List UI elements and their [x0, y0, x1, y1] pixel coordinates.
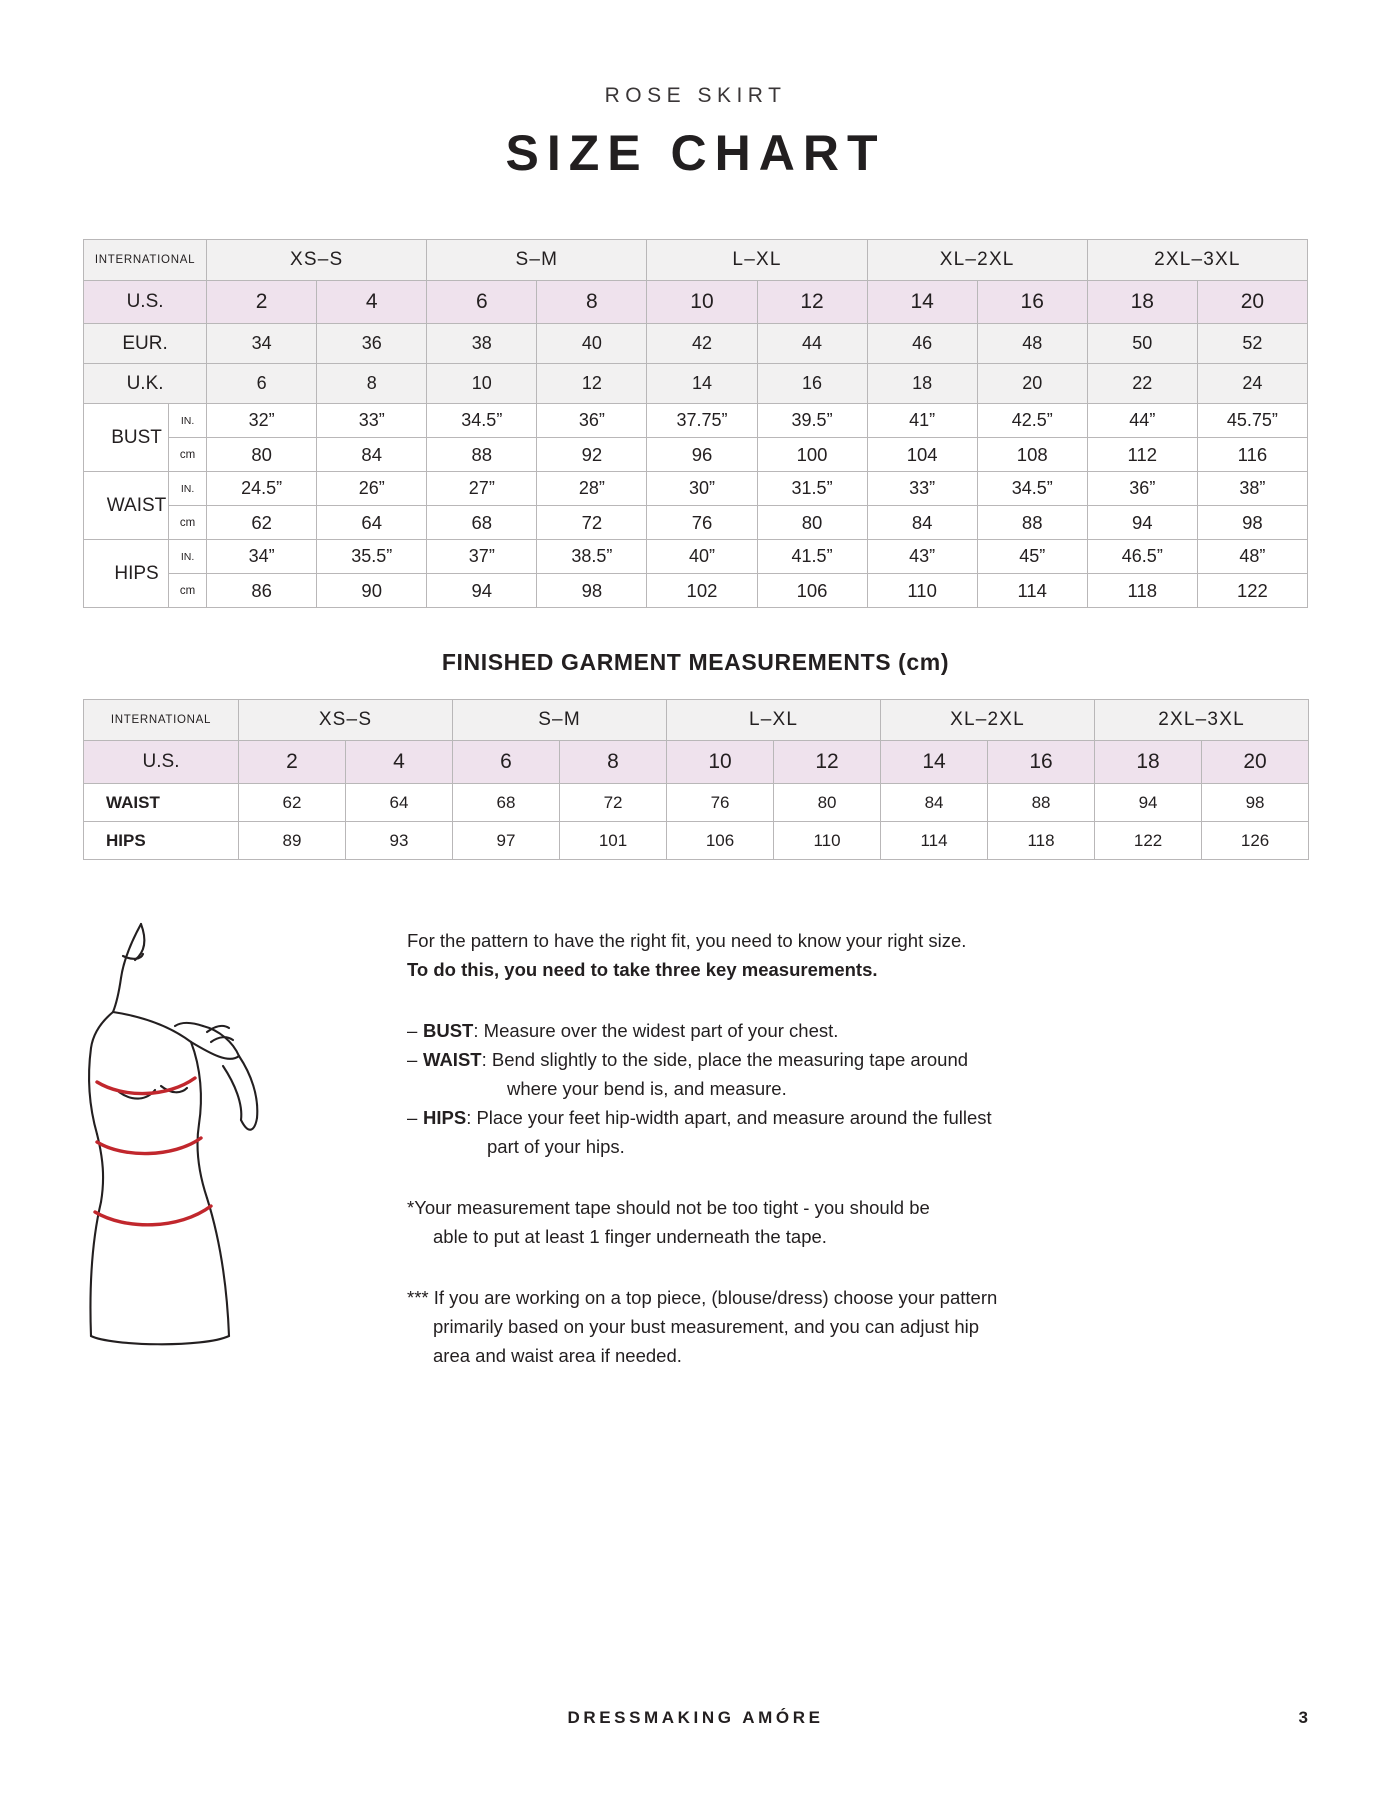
fgm-hips-8: 122 [1095, 822, 1202, 860]
waist-in-0: 24.5” [207, 472, 317, 506]
hips-in-9: 48” [1197, 540, 1307, 574]
bust-cm-0: 80 [207, 438, 317, 472]
fgm-waist-row [84, 784, 1309, 822]
us-size-5: 12 [757, 281, 867, 324]
fgm-us-label: U.S. [84, 741, 239, 784]
hips-in-2: 37” [427, 540, 537, 574]
us-size-2: 6 [427, 281, 537, 324]
fgm-hips-2: 97 [453, 822, 560, 860]
uk-size-3: 12 [537, 364, 647, 404]
hips-cm-row [84, 574, 1308, 608]
bust-in-9: 45.75” [1197, 404, 1307, 438]
fgm-waist-0: 62 [239, 784, 346, 822]
fgm-hips-row [84, 822, 1309, 860]
waist-cm-8: 94 [1087, 506, 1197, 540]
finished-garment-title: FINISHED GARMENT MEASUREMENTS (cm) [441, 649, 950, 675]
uk-size-4: 14 [647, 364, 757, 404]
fgm-us-size-3: 8 [560, 741, 667, 784]
fgm-size-group-4: 2XL–3XL [1095, 700, 1309, 741]
us-size-1: 4 [317, 281, 427, 324]
waist-cm-7: 88 [977, 506, 1087, 540]
eur-size-5: 44 [757, 324, 867, 364]
top-piece-note-line-2: primarily based on your bust measurement, and you can adjust hip [433, 1316, 980, 1337]
waist-cm-3: 72 [537, 506, 647, 540]
fgm-us-size-4: 10 [667, 741, 774, 784]
fgm-hips-3: 101 [560, 822, 667, 860]
bullet-hips [407, 1103, 1308, 1132]
fgm-us-size-row [84, 741, 1309, 784]
eur-size-4: 42 [647, 324, 757, 364]
hips-inches-row [84, 540, 1308, 574]
fgm-hips-7: 118 [988, 822, 1095, 860]
fgm-hips-0: 89 [239, 822, 346, 860]
hips-in-6: 43” [867, 540, 977, 574]
waist-cm-9: 98 [1197, 506, 1307, 540]
us-size-3: 8 [537, 281, 647, 324]
brand-name: DRESSMAKING AMÓRE [567, 1708, 824, 1727]
hips-cm-1: 90 [317, 574, 427, 608]
fgm-international-label: INTERNATIONAL [84, 700, 239, 741]
fgm-waist-8: 94 [1095, 784, 1202, 822]
uk-size-0: 6 [207, 364, 317, 404]
hips-in-5: 41.5” [757, 540, 867, 574]
fgm-us-size-0: 2 [239, 741, 346, 784]
waist-in-1: 26” [317, 472, 427, 506]
uk-label: U.K. [84, 364, 207, 404]
fgm-us-size-7: 16 [988, 741, 1095, 784]
eur-size-9: 52 [1197, 324, 1307, 364]
waist-in-5: 31.5” [757, 472, 867, 506]
international-header-row [84, 240, 1308, 281]
hips-tape-line [95, 1206, 211, 1225]
hips-in-0: 34” [207, 540, 317, 574]
hips-cm-0: 86 [207, 574, 317, 608]
fgm-hips-label: HIPS [84, 822, 239, 860]
size-group-0: XS–S [207, 240, 427, 281]
fgm-us-size-6: 14 [881, 741, 988, 784]
page-number: 3 [1298, 1708, 1308, 1727]
us-size-7: 16 [977, 281, 1087, 324]
hips-unit-inches: IN. [169, 540, 207, 574]
hips-in-4: 40” [647, 540, 757, 574]
fgm-size-group-0: XS–S [239, 700, 453, 741]
uk-size-6: 18 [867, 364, 977, 404]
fgm-waist-7: 88 [988, 784, 1095, 822]
bust-in-8: 44” [1087, 404, 1197, 438]
bullet-bust [407, 1016, 1308, 1045]
instructions-text [393, 912, 1308, 1370]
page-title: SIZE CHART [505, 125, 886, 181]
bullet-dash-icon: – [407, 1107, 418, 1128]
tape-note-line-2: able to put at least 1 finger underneath the tape. [433, 1226, 827, 1247]
fgm-us-size-2: 6 [453, 741, 560, 784]
size-chart-table [83, 239, 1308, 608]
bust-unit-inches: IN. [169, 404, 207, 438]
fgm-waist-3: 72 [560, 784, 667, 822]
waist-in-7: 34.5” [977, 472, 1087, 506]
bust-cm-row [84, 438, 1308, 472]
uk-size-7: 20 [977, 364, 1087, 404]
bust-in-4: 37.75” [647, 404, 757, 438]
bust-cm-2: 88 [427, 438, 537, 472]
fgm-hips-9: 126 [1202, 822, 1309, 860]
bust-cm-6: 104 [867, 438, 977, 472]
fgm-waist-6: 84 [881, 784, 988, 822]
waist-tape-line [97, 1138, 201, 1154]
eur-size-0: 34 [207, 324, 317, 364]
eur-size-2: 38 [427, 324, 537, 364]
fgm-hips-5: 110 [774, 822, 881, 860]
eur-size-3: 40 [537, 324, 647, 364]
bullet-dash-icon: – [407, 1020, 418, 1041]
us-size-row [84, 281, 1308, 324]
waist-cm-0: 62 [207, 506, 317, 540]
bullet-waist [407, 1045, 1308, 1074]
uk-size-2: 10 [427, 364, 537, 404]
eur-size-7: 48 [977, 324, 1087, 364]
hips-cm-8: 118 [1087, 574, 1197, 608]
bust-cm-9: 116 [1197, 438, 1307, 472]
size-table-wrap [0, 239, 1391, 608]
size-group-2: L–XL [647, 240, 867, 281]
size-group-1: S–M [427, 240, 647, 281]
hips-unit-cm: cm [169, 574, 207, 608]
us-size-6: 14 [867, 281, 977, 324]
waist-in-4: 30” [647, 472, 757, 506]
eur-size-1: 36 [317, 324, 427, 364]
finished-garment-table [83, 699, 1309, 860]
bust-cm-5: 100 [757, 438, 867, 472]
female-torso-illustration [83, 906, 393, 1426]
bullet-text-hips: HIPS: Place your feet hip-width apart, and measure around the fullest [423, 1107, 992, 1128]
bullet-dash-icon: – [407, 1049, 418, 1070]
bullet-continuation-hips: part of your hips. [487, 1136, 625, 1157]
bullet-term-hips: HIPS [423, 1107, 467, 1128]
hips-cm-3: 98 [537, 574, 647, 608]
bust-cm-7: 108 [977, 438, 1087, 472]
us-size-4: 10 [647, 281, 757, 324]
hips-label: HIPS [84, 540, 169, 608]
bust-in-0: 32” [207, 404, 317, 438]
fgm-waist-5: 80 [774, 784, 881, 822]
uk-size-row [84, 364, 1308, 404]
bust-in-3: 36” [537, 404, 647, 438]
hips-cm-9: 122 [1197, 574, 1307, 608]
international-label: INTERNATIONAL [84, 240, 207, 281]
fgm-us-size-8: 18 [1095, 741, 1202, 784]
page-footer [0, 1708, 1391, 1728]
fgm-hips-6: 114 [881, 822, 988, 860]
uk-size-8: 22 [1087, 364, 1197, 404]
bust-inches-row [84, 404, 1308, 438]
waist-cm-2: 68 [427, 506, 537, 540]
measurement-figure [83, 912, 393, 1370]
size-group-4: 2XL–3XL [1087, 240, 1307, 281]
waist-inches-row [84, 472, 1308, 506]
fgm-hips-4: 106 [667, 822, 774, 860]
hips-in-8: 46.5” [1087, 540, 1197, 574]
fgm-us-size-9: 20 [1202, 741, 1309, 784]
bust-unit-cm: cm [169, 438, 207, 472]
hips-cm-4: 102 [647, 574, 757, 608]
bust-cm-1: 84 [317, 438, 427, 472]
fgm-waist-9: 98 [1202, 784, 1309, 822]
bust-in-6: 41” [867, 404, 977, 438]
measurement-bullet-list [407, 1016, 1308, 1161]
hips-cm-2: 94 [427, 574, 537, 608]
fgm-hips-1: 93 [346, 822, 453, 860]
fgm-waist-label: WAIST [84, 784, 239, 822]
bullet-term-waist: WAIST [423, 1049, 482, 1070]
fgm-us-size-5: 12 [774, 741, 881, 784]
us-label: U.S. [84, 281, 207, 324]
top-piece-note-line-3: area and waist area if needed. [433, 1345, 682, 1366]
bust-in-5: 39.5” [757, 404, 867, 438]
waist-label: WAIST [84, 472, 169, 540]
waist-in-3: 28” [537, 472, 647, 506]
hips-in-3: 38.5” [537, 540, 647, 574]
waist-unit-inches: IN. [169, 472, 207, 506]
uk-size-1: 8 [317, 364, 427, 404]
pattern-name: ROSE SKIRT [604, 84, 787, 107]
fgm-size-group-3: XL–2XL [881, 700, 1095, 741]
us-size-8: 18 [1087, 281, 1197, 324]
fgm-international-header-row [84, 700, 1309, 741]
bullet-text-waist: WAIST: Bend slightly to the side, place the measuring tape around [423, 1049, 969, 1070]
waist-cm-row [84, 506, 1308, 540]
bullet-term-bust: BUST [423, 1020, 474, 1041]
finished-garment-wrap [0, 649, 1391, 860]
hips-in-7: 45” [977, 540, 1087, 574]
eur-size-row [84, 324, 1308, 364]
eur-size-6: 46 [867, 324, 977, 364]
waist-in-6: 33” [867, 472, 977, 506]
uk-size-5: 16 [757, 364, 867, 404]
bust-label: BUST [84, 404, 169, 472]
uk-size-9: 24 [1197, 364, 1307, 404]
bullet-continuation-waist: where your bend is, and measure. [507, 1078, 787, 1099]
top-piece-note-line-1: *** If you are working on a top piece, (blouse/dress) choose your pattern [407, 1287, 998, 1308]
us-size-0: 2 [207, 281, 317, 324]
waist-cm-6: 84 [867, 506, 977, 540]
fgm-waist-2: 68 [453, 784, 560, 822]
fgm-us-size-1: 4 [346, 741, 453, 784]
eur-label: EUR. [84, 324, 207, 364]
hips-cm-7: 114 [977, 574, 1087, 608]
waist-in-9: 38” [1197, 472, 1307, 506]
bust-cm-3: 92 [537, 438, 647, 472]
eur-size-8: 50 [1087, 324, 1197, 364]
waist-in-8: 36” [1087, 472, 1197, 506]
hips-cm-6: 110 [867, 574, 977, 608]
waist-in-2: 27” [427, 472, 537, 506]
tape-note-line-1: *Your measurement tape should not be too tight - you should be [407, 1197, 930, 1218]
bust-in-2: 34.5” [427, 404, 537, 438]
fgm-waist-1: 64 [346, 784, 453, 822]
document-header [0, 0, 1391, 182]
bust-cm-4: 96 [647, 438, 757, 472]
intro-line-2: To do this, you need to take three key measurements. [407, 959, 878, 980]
waist-cm-4: 76 [647, 506, 757, 540]
hips-in-1: 35.5” [317, 540, 427, 574]
fgm-size-group-1: S–M [453, 700, 667, 741]
bust-in-7: 42.5” [977, 404, 1087, 438]
bullet-text-bust: BUST: Measure over the widest part of your chest. [423, 1020, 839, 1041]
waist-unit-cm: cm [169, 506, 207, 540]
bust-cm-8: 112 [1087, 438, 1197, 472]
bust-in-1: 33” [317, 404, 427, 438]
waist-cm-5: 80 [757, 506, 867, 540]
us-size-9: 20 [1197, 281, 1307, 324]
intro-line-1: For the pattern to have the right fit, you need to know your right size. [407, 930, 967, 951]
hips-cm-5: 106 [757, 574, 867, 608]
fgm-waist-4: 76 [667, 784, 774, 822]
instructions-section [0, 912, 1391, 1370]
fgm-size-group-2: L–XL [667, 700, 881, 741]
size-group-3: XL–2XL [867, 240, 1087, 281]
waist-cm-1: 64 [317, 506, 427, 540]
